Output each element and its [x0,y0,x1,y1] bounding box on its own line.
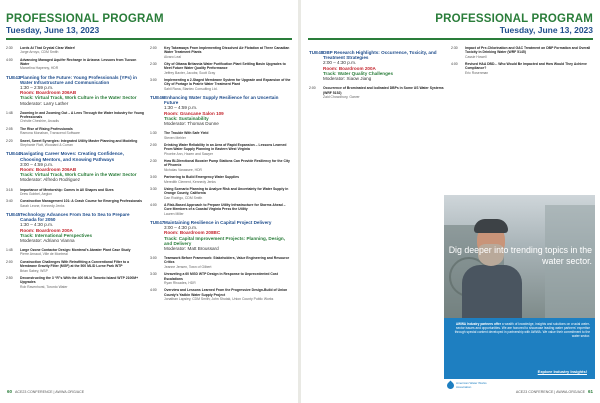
session-details [164,272,292,285]
session-item [150,203,292,216]
session-time: 4:00 [150,203,157,208]
session-details [20,75,144,106]
footer-text-left: ACE23 CONFERENCE | AWWA.ORG/ACE [15,390,85,394]
session-details [20,46,144,55]
session-item [150,288,292,301]
session-title: Drinking Water Reliability in an Area of Rapid Expansion – Lessons Learned From Water Supply Planning in Eastern West Virginia [164,143,287,152]
track-session [6,75,144,106]
session-item [150,175,292,184]
page-title: PROFESSIONAL PROGRAM [435,13,593,25]
header-divider [308,38,593,40]
session-time: 2:05 [6,126,13,131]
session-time-range: 1:30 – 4:59 p.m. [164,105,198,111]
session-item [6,260,144,273]
session-speaker: Jonathan Lapsley, CDM Smith; John Shutak, Union County Public Works [164,296,274,301]
session-title: Maintaining Resilience in Capital Project Delivery [164,219,272,225]
session-moderator: Moderator: Xiaow Jiang [323,76,372,82]
session-time: 2:30 [451,46,458,50]
session-speaker: Phoebe Ann, Hazen and Sawyer [164,151,214,156]
session-speaker: Steven Mehler [164,135,186,140]
session-title: Occurrence of Brominated and Iodinated DBPs in Some US Water Systems (WRF 5152) [323,86,444,95]
session-time: 1:30 [150,131,157,136]
session-item [150,159,292,172]
session-title: Navigating Career Moves: Creating Confidence, Choosing Mentors, and Knowing Pathways [20,151,124,162]
session-details [164,220,292,251]
session-item [6,276,144,289]
session-track: Track: International Perspectives [20,232,92,238]
ad-panel [444,318,595,379]
session-details [164,143,292,156]
session-speaker: Dan Rodrigo, CDM Smith [164,195,203,200]
session-time: 2:00 [150,46,157,50]
session-speaker: Lauren Miller [164,211,184,216]
session-title: Advancing Managed Aquifer Recharge in Arizona: Lessons from Tucson Water [20,57,137,67]
page-number-left: 60 [7,389,13,394]
session-code: TUE43 [6,74,21,80]
footer-right [516,389,596,394]
session-title: Construction Challenges With Retrofitting a Conventional Filter to a Membrane Gravity Filter (MGF) at the 500 ML/D Lorne Park WTP [20,259,130,269]
schedule-column-4 [451,46,594,78]
session-details [164,175,292,184]
session-time: 3:00 [150,175,157,180]
session-item [150,143,292,156]
session-track: Track: Virtual Track, Work Culture in the Water Sector [20,172,137,178]
session-room: Room: Boardroom 206AB [20,90,77,96]
session-room: Room: Grancane Salon 109 [164,110,224,116]
session-room: Room: Boardroom 206AB [20,166,77,172]
session-track: Track: Water Quality Challenges [323,70,394,76]
session-time-range: 1:30 – 2:59 p.m. [20,85,54,91]
session-room: Room: Boardroom 200A [20,227,73,233]
session-item [150,187,292,200]
session-title: The Trouble With Safe Yield [164,131,209,136]
session-title: Construction Management 101: A Crash Course for Emerging Professionals [20,199,143,204]
session-room: Room: Boardroom 200A [323,65,376,71]
session-speaker: Sarah Leone, Kennedy Jenks [20,203,65,208]
session-time: 4:00 [451,62,458,67]
session-title: Importance of Mentorship: Comes in All Shapes and Sizes [20,187,114,192]
session-item [6,127,144,136]
session-title: Unraveling a 60 MGD WTP Design in Response to Unprecedented Cost Escalations [164,272,278,281]
session-title: Enhancing Water Supply Resilience for an Uncertain Future [164,95,279,106]
session-details [20,248,144,257]
session-time: 2:20 [6,138,13,143]
logo-line-2: Association [456,384,472,389]
track-session [150,95,292,126]
session-speaker: Jeffrey Baxter, Jacobs; Scott Gray [164,70,216,75]
session-time: 3:00 [150,256,157,261]
session-speaker: Cassie Howell [465,54,487,59]
session-title: The Rise of Rising Professionals [20,126,73,131]
session-details [20,276,144,289]
session-item [6,188,144,197]
session-details [465,46,594,59]
session-item [150,46,292,59]
session-time-range: 3:00 – 4:30 p.m. [164,225,198,231]
session-item [451,62,594,75]
session-title: Deconstructing the 3 “R”s With the 400 ML/d Toronto Island WTP 2100M+ Upgrades [20,276,139,285]
session-time: 2:30 [150,159,157,164]
session-time-range: 3:00 – 4:59 p.m. [20,161,54,167]
session-details [20,212,144,243]
session-item [150,131,292,140]
session-time: 4:00 [6,57,13,62]
session-details [164,46,292,59]
session-title: How Bi-Directional Booster Pump Stations Can Provide Resiliency for the City of Phoenix [164,159,290,168]
session-time: 2:00 [150,143,157,148]
session-details [20,260,144,273]
session-title: Teamwork Before Framework: Stakeholders, Value Engineering and Resource Critics [164,256,290,265]
session-time-range: 2:00 – 4:30 p.m. [323,60,357,66]
session-speaker: Pierre Arnaud, Ville de Montreal [20,252,68,257]
session-title: Key Takeaways From Implementing Dissolved Air Flotation at Three Canadian Water Treatment Plants [164,46,290,55]
session-title: Planning for the Future: Young Professionals (YPs) in Water Infrastructure and Communication [20,74,137,85]
session-speaker: Jorge Arroyo, CDM Smith [20,50,59,55]
session-speaker: Nicholas Vanassee, HDR [164,167,203,172]
session-title: Using Scenario Planning to Analyze Risk and Uncertainty for Water Supply in Orange County, California [164,186,289,196]
session-title: DBP Research Highlights: Occurrence, Toxicity, and Treatment Strategies [323,50,437,61]
session-title: Technology Advances From Sea to Sea to Prepare Canada for 2050 [20,211,130,223]
session-time: 4:00 [150,288,157,293]
session-details [20,188,144,197]
track-session [6,212,144,243]
session-track: Track: Sustainability [164,115,209,121]
session-details [164,62,292,75]
session-speaker: Sahil Rana, Stantec Consulting Ltd. [164,86,218,91]
awwa-logo [447,382,487,389]
session-speaker: Ramona Monahan, Transcend Software [20,131,80,136]
session-time: 3:15 [6,187,13,192]
session-moderator: Moderator: Matt Broussard [164,245,219,251]
page-date: Tuesday, June 13, 2023 [6,25,100,35]
ad-body [452,322,590,338]
session-title: Sweet, Sweet Synergies: Integrated Utility Master Planning and Modeling [20,138,138,143]
session-item [451,46,594,59]
footer-text-right: ACE23 CONFERENCE | AWWA.ORG/ACE [515,390,585,394]
photo-person [462,217,522,318]
session-time-range: 1:30 – 4:30 p.m. [20,222,54,228]
session-time: 1:48 [6,110,13,115]
session-code: TUE47 [150,219,165,225]
session-moderator: Moderator: Adriano Vianna [20,237,75,243]
session-item [309,86,445,99]
water-drop-icon [446,381,456,391]
session-details [164,256,292,269]
session-track: Track: Capital Improvement Projects: Planning, Design, and Delivery [164,235,285,246]
left-page [0,0,298,403]
session-speaker: Stephanie Flatt, Woodard & Curran [20,143,73,148]
session-title: Impact of Pre-Chlorination and GAC Treatment on DBP Formation and Overall Toxicity in Drinking Water (WRF 5145) [465,46,591,55]
session-details [164,288,292,301]
session-moderator: Moderator: Thomas Dunne [164,121,219,127]
session-details [164,78,292,91]
session-room: Room: Boardroom 208BC [164,230,221,236]
session-code: TUE46 [150,95,165,101]
ad-headline: Dig deeper into trending topics in the water sector. [448,245,592,266]
session-item [6,46,144,55]
session-item [6,199,144,208]
session-item [150,78,292,91]
session-title: Revised HAA DBD... Who Would Be Impacted and How Would They Achieve Compliance? [465,62,587,71]
ad-body-bold: AWWA Industry partners offer [455,322,502,326]
session-time: 2:30 [150,62,157,67]
session-title: Partnering to Build Emergency Water Supplies [164,175,240,180]
session-title: Zooming In and Zooming Out – A Lens Through the Water Industry for Young Professionals [20,110,144,120]
session-item [150,62,292,75]
session-details [164,95,292,126]
track-session [309,50,445,81]
session-details [323,50,445,81]
session-details [20,58,144,71]
session-speaker: Brian Sabey, WSP [20,268,48,273]
session-speaker: Alvaro Leal [164,54,181,59]
session-details [20,151,144,182]
schedule-column-3 [309,46,445,102]
session-time: 2:50 [6,276,13,281]
session-time: 2:00 [309,86,316,91]
header-divider [6,38,292,40]
session-speaker: Zaid Chowdhury, Garver [323,94,360,99]
session-speaker: Meredith Clement, Kennedy Jenks [164,179,216,184]
session-title: Implementing a 2-Staged Membrane System for Upgrade and Expansion of the City of Portage la Prairie Water Treatment Plant [164,78,291,87]
schedule-column-2 [150,46,292,304]
session-time: 3:30 [150,272,157,277]
page-title: PROFESSIONAL PROGRAM [6,13,164,25]
session-title: Overview and Lessons Learned From the Progressive Design-Build of Union County's Yadkin Water Supply Project [164,288,288,297]
session-title: Lords At That Crystal Clear Water! [20,46,76,50]
session-track: Track: Virtual Track, Work Culture in the Water Sector [20,95,137,101]
session-speaker: Marcelina Hapenny, HDR [20,66,59,71]
session-time: 3:30 [150,186,157,191]
session-details [20,111,144,124]
right-page [301,0,600,403]
session-details [20,127,144,136]
ad-body-text: a wealth of knowledge, insights and solutions on crucial water-sector issues and opportunities. We are honored to showcase leading water partners' expertise through special content developed in partnership with AWWA. We value their commitment to the water sector. [454,322,590,339]
session-item [150,272,292,285]
session-details [164,159,292,172]
session-speaker: Christie Cheshire, Arcadis [20,119,60,124]
session-title: City of Ottawa Britannia Water Purification Plant Settling Basin Upgrades to Meet Future Water Quality Performance [164,62,286,71]
session-item [6,111,144,124]
session-speaker: Ryan Rhoades, HDR [164,280,196,285]
session-moderator: Moderator: Larry Lather [20,100,69,106]
session-time: 2:00 [6,259,13,264]
session-title: Large Ozone Contactor Design: Montreal's Atwater Plant Case Study [20,248,131,253]
session-speaker: Rob Ravenhorst, Toronto Water [20,284,68,289]
session-code: TUE48 [309,50,324,55]
session-speaker: Drew Gobbel, Aegion [20,191,53,196]
session-time: 3:00 [150,78,157,83]
session-speaker: Jeanne Jensen, Town of Gilbert [164,264,212,269]
session-item [6,58,144,71]
session-details [164,203,292,216]
footer-left [4,389,84,394]
session-details [164,187,292,200]
session-speaker: Eric Rosenman [465,70,489,75]
session-code: TUE45 [6,211,21,217]
session-details [20,139,144,148]
session-details [465,62,594,75]
session-details [164,131,292,140]
page-number-right: 61 [587,389,593,394]
session-title: A Risk-Based Approach to Prepare Utility Infrastructure for Storms Ahead – Core Members of a Coastal Virginia Press the Utility [164,203,286,212]
track-session [6,151,144,182]
explore-insights-link[interactable]: Explore Industry Insights! [537,369,587,374]
session-time: 2:30 [6,46,13,50]
logo-line-1: American Water Works [456,381,487,386]
session-details [323,86,445,99]
page-date: Tuesday, June 13, 2023 [499,25,593,35]
session-time: 1:45 [6,248,13,253]
session-item [150,256,292,269]
session-moderator: Moderator: Alfredo Rodriguez [20,177,81,183]
session-item [6,139,144,148]
session-item [6,248,144,257]
track-session [150,220,292,251]
session-code: TUE44 [6,151,21,157]
session-details [20,199,144,208]
schedule-column-1 [6,46,144,292]
session-time: 3:40 [6,199,13,204]
